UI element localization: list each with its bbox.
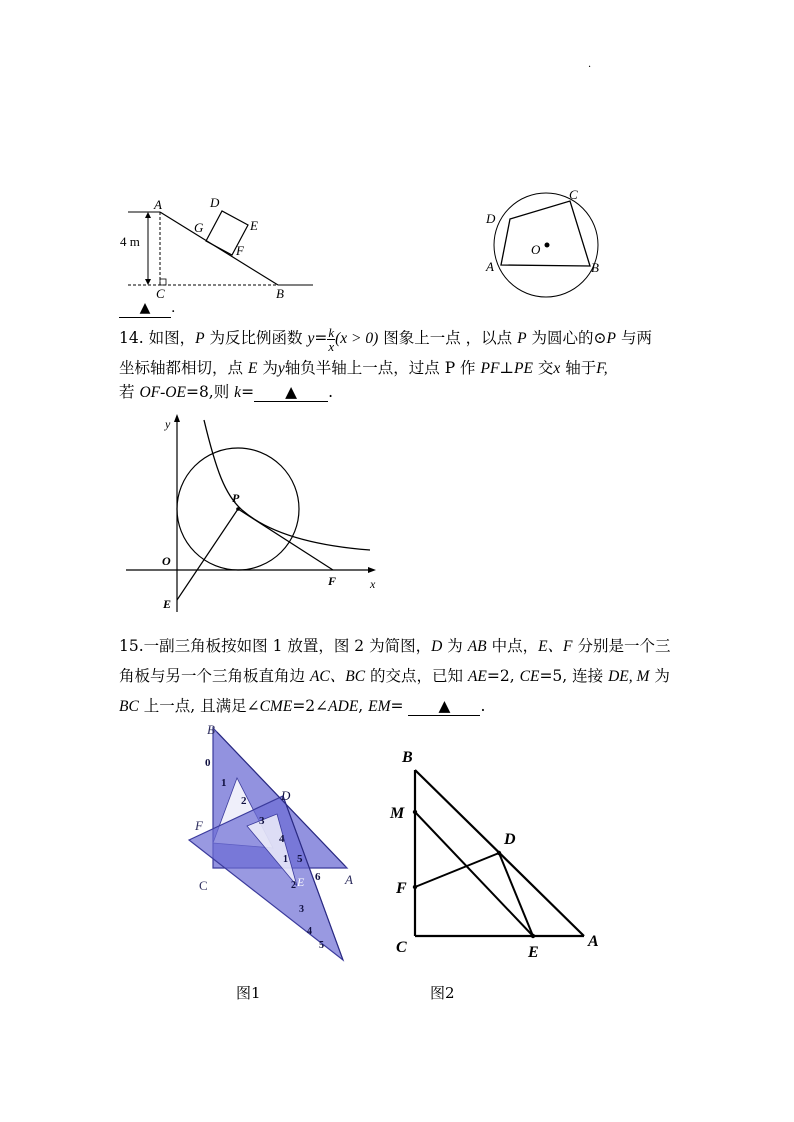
ruler2-tick-5: 5: [319, 940, 324, 951]
math-ab: AB: [467, 638, 487, 655]
question-14: [119, 323, 679, 407]
label-c: C: [396, 939, 407, 956]
label-e: E: [297, 875, 305, 889]
label-a: A: [154, 197, 162, 212]
label-a: A: [486, 259, 494, 274]
label-a: A: [588, 933, 599, 950]
ruler2-tick-4: 4: [307, 926, 312, 937]
math-p: P: [195, 330, 205, 347]
math-ce: CE: [519, 668, 540, 685]
math-y: y: [307, 330, 315, 347]
text: =8,则: [185, 383, 230, 401]
text: 与两: [620, 329, 652, 347]
math-bc: BC: [119, 698, 139, 715]
label-m: M: [390, 805, 405, 822]
label-f: F: [328, 574, 337, 588]
figure-hyperbola-circle: [120, 410, 390, 620]
text: =: [390, 697, 404, 715]
axis-label-x: x: [370, 577, 376, 591]
ruler-tick-6: 6: [315, 871, 321, 883]
label-b: B: [276, 286, 284, 300]
text: 轴负半轴上一点，过点 P 作: [284, 359, 476, 377]
math-condition: OF-OE: [139, 384, 186, 401]
label-b: B: [402, 749, 413, 766]
label-o: O: [531, 242, 541, 257]
question-number: 15.: [119, 637, 144, 655]
math-de-m: DE, M: [608, 668, 650, 685]
ruler2-tick-1: 1: [283, 854, 288, 865]
text: 轴于: [565, 359, 597, 377]
text: 为: [262, 359, 278, 377]
answer-blank: ▲: [254, 383, 328, 402]
text: 为: [654, 667, 670, 685]
label-f: F: [236, 243, 244, 258]
text: 为反比例函数: [209, 329, 303, 347]
text: 为: [447, 637, 463, 655]
text: =2∠: [292, 697, 329, 715]
label-f: F: [396, 880, 407, 897]
text: 分别是一个三: [577, 637, 671, 655]
math-k: k: [234, 384, 242, 401]
label-f: F: [195, 818, 203, 833]
ruler-tick-0: 0: [205, 757, 211, 769]
text: 若: [119, 383, 135, 401]
math-cme: CME: [259, 698, 293, 715]
caption-figure-1: 图1: [236, 984, 261, 1002]
text: =: [241, 383, 255, 401]
fraction-denominator: x: [328, 338, 335, 354]
label-b: B: [207, 722, 215, 737]
caption-figure-2: 图2: [430, 984, 455, 1002]
math-f: F,: [596, 360, 608, 377]
text: 上一点, 且满足∠: [143, 697, 260, 715]
text: 角板与另一个三角板直角边: [119, 667, 306, 685]
label-c: C: [156, 286, 165, 300]
math-d: D: [431, 638, 443, 655]
label-o: O: [162, 554, 171, 568]
top-mark: ·: [588, 62, 592, 73]
math-em: EM: [368, 698, 391, 715]
text: 交: [537, 359, 554, 377]
text: 如图，: [148, 329, 196, 347]
answer-end: .: [171, 300, 176, 316]
text: 坐标轴都相切，点: [119, 359, 244, 377]
answer-end: .: [328, 383, 333, 401]
ruler-tick-4: 4: [279, 833, 285, 845]
fraction-numerator: k: [328, 324, 335, 340]
fraction-k-over-x: [327, 326, 335, 353]
label-c: C: [569, 187, 578, 202]
question-number: 14.: [119, 329, 144, 347]
label-d: D: [210, 195, 220, 210]
label-c: C: [199, 878, 208, 893]
math-ef: E、F: [538, 638, 573, 655]
text: 一副三角板按如图 1 放置，图 2 为简图，: [143, 637, 432, 655]
text: 图象上一点 ，以点: [383, 329, 513, 347]
math-x: x: [553, 360, 561, 377]
figure-cyclic-quadrilateral: [480, 182, 610, 302]
math-p: P: [517, 330, 527, 347]
ruler-tick-2: 2: [241, 795, 247, 807]
math-ac-bc: AC、BC: [309, 668, 366, 685]
answer-end: .: [480, 697, 486, 715]
math-ae: AE: [467, 668, 487, 685]
answer-triangle: ▲: [119, 299, 171, 318]
label-e: E: [528, 944, 539, 961]
answer-blank-13a: [119, 299, 175, 318]
text: =5, 连接: [539, 667, 604, 685]
ruler-tick-3: 3: [259, 815, 265, 827]
text: ,: [358, 697, 369, 715]
text: =2,: [486, 667, 515, 685]
math-ade: ADE: [328, 698, 359, 715]
math-perp: PF⊥PE: [480, 360, 533, 377]
height-label: 4 m: [120, 234, 140, 249]
ruler-tick-5: 5: [297, 853, 303, 865]
math-p: P: [606, 330, 616, 347]
figure-triangle-diagram: [388, 740, 613, 965]
answer-blank: ▲: [408, 697, 480, 716]
question-15: [119, 631, 679, 721]
label-a: A: [345, 872, 353, 887]
label-e: E: [163, 597, 172, 611]
math-eq: =: [314, 329, 328, 347]
label-b: B: [591, 260, 599, 275]
math-y: y: [277, 360, 285, 377]
ruler2-tick-2: 2: [291, 880, 296, 891]
text: 的交点，已知: [370, 667, 464, 685]
ruler-tick-1: 1: [221, 777, 227, 789]
label-g: G: [194, 220, 204, 235]
figure-set-squares: [185, 718, 365, 968]
text: 为圆心的⊙: [531, 329, 607, 347]
label-d: D: [504, 831, 516, 848]
domain-condition: (x > 0): [335, 330, 379, 347]
axis-label-y: y: [165, 417, 171, 431]
ruler2-tick-3: 3: [299, 904, 304, 915]
label-d: D: [486, 211, 496, 226]
text: 中点，: [491, 637, 539, 655]
label-e: E: [250, 218, 258, 233]
label-d: D: [281, 788, 291, 803]
figure-slope-square: [118, 190, 318, 300]
math-e: E: [247, 360, 258, 377]
label-p: P: [232, 491, 240, 505]
